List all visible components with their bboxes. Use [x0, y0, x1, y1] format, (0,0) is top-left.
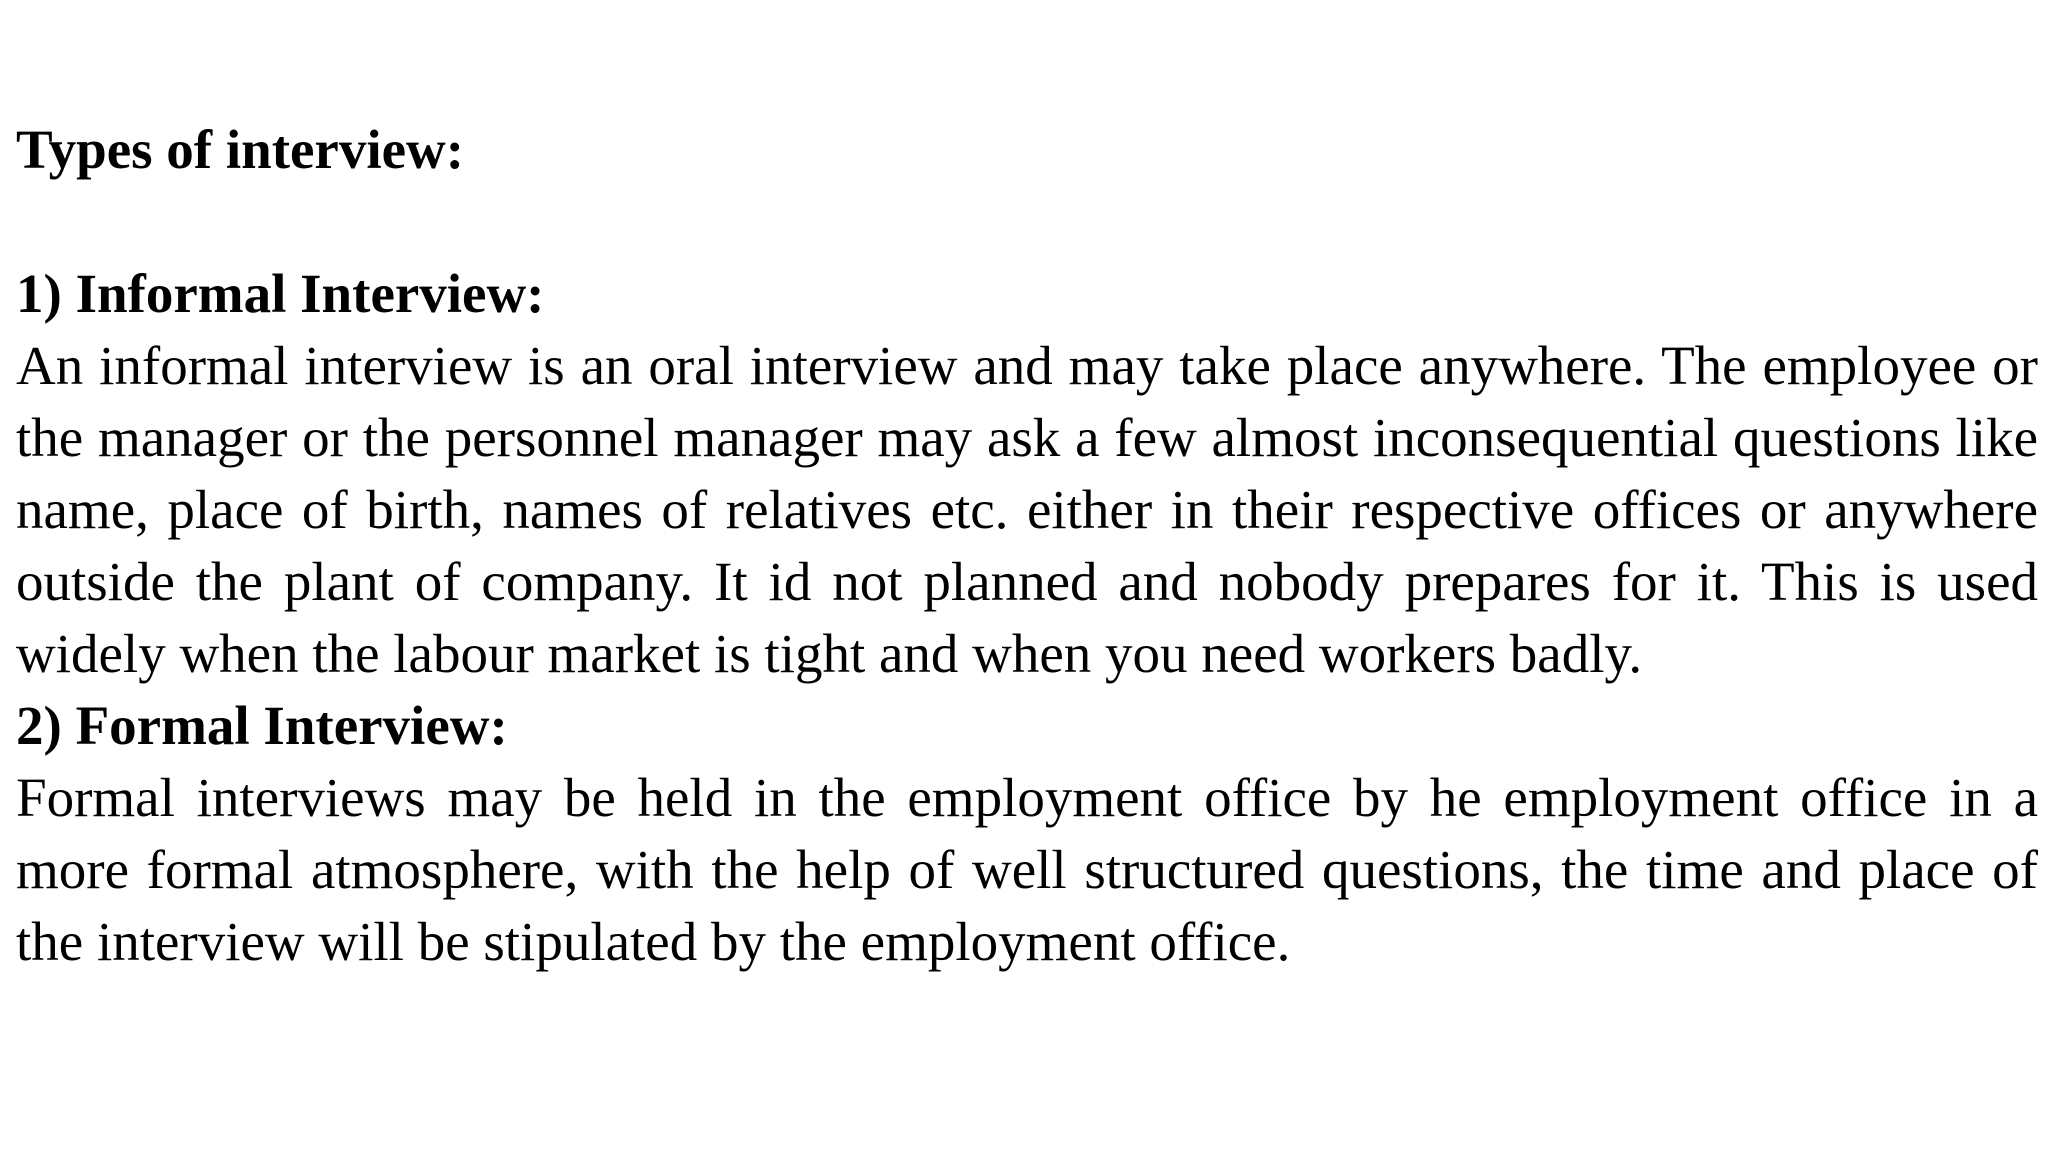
- document-title: Types of interview:: [16, 119, 465, 180]
- section-heading-informal-interview: 1) Informal Interview:: [16, 263, 545, 324]
- section-body-informal-interview: An informal interview is an oral interview and may take place anywhere. The employee or the manager or the personnel manager may ask a few almost inconsequential questions like name, place of birth, names of relatives etc. either in their respective offices or anywhere outside the plant of company. It id not planned and nobody prepares for it. This is used widely when the labour market is tight and when you need workers badly.: [16, 335, 2038, 684]
- document-page: [16, 114, 2038, 978]
- spacer: [16, 186, 2038, 258]
- section-heading-formal-interview: 2) Formal Interview:: [16, 695, 508, 756]
- section-body-formal-interview: Formal interviews may be held in the employment office by he employment office in a more formal atmosphere, with the help of well structured questions, the time and place of the interview will be stipulated by the employment office.: [16, 767, 2038, 972]
